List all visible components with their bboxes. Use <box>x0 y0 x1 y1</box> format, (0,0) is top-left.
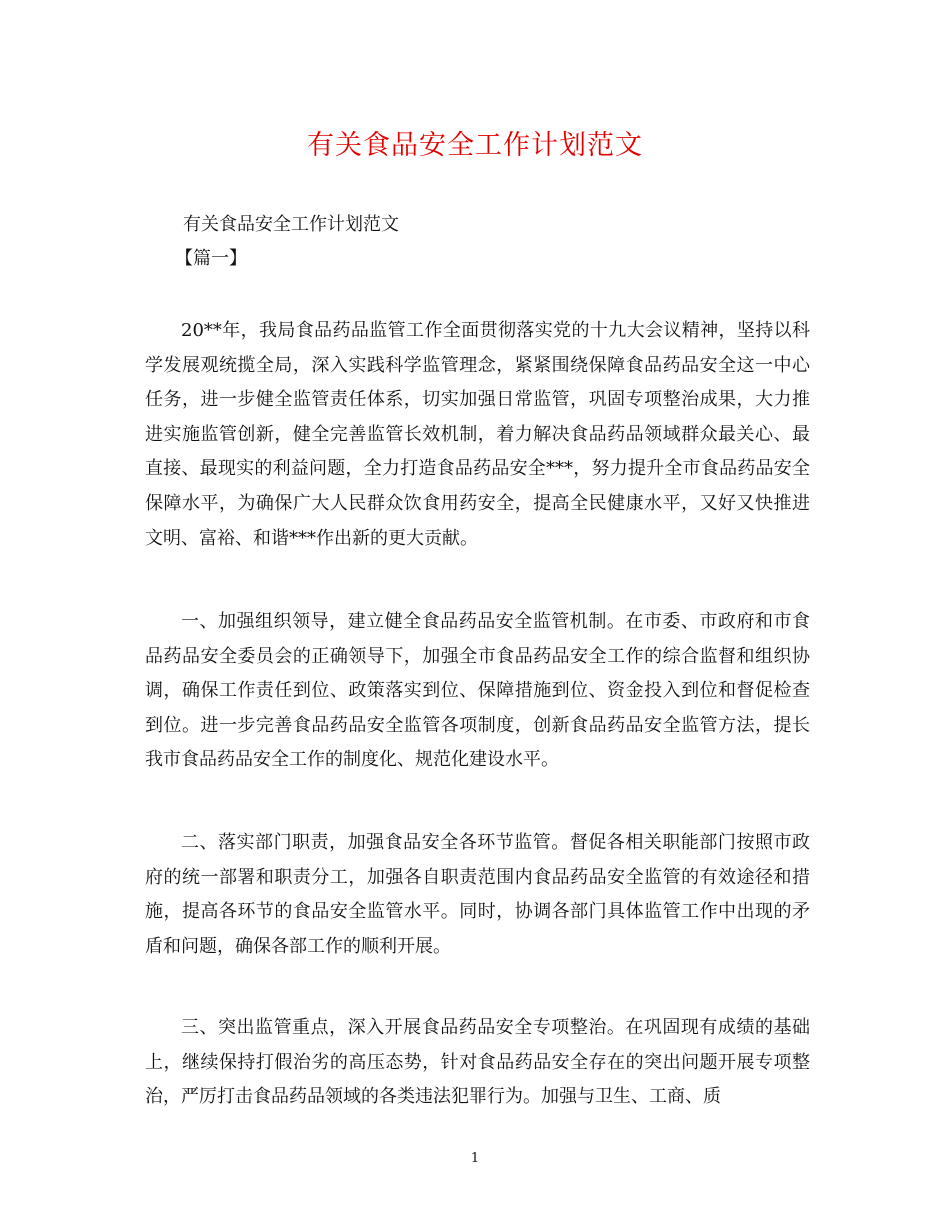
paragraph-section-one: 一、加强组织领导，建立健全食品药品安全监管机制。在市委、市政府和市食品药品安全委员会的正确领导下，加强全市食品药品安全工作的综合监督和组织协调，确保工作责任到位、政策落实到位、保障措施到位、资金投入到位和督促检查到位。进一步完善食品药品安全监管各项制度，创新食品药品安全监管方法，提长我市食品药品安全工作的制度化、规范化建设水平。 <box>145 611 810 771</box>
document-subtitle: 有关食品安全工作计划范文 <box>183 214 399 235</box>
page-number: 1 <box>470 1151 480 1166</box>
paragraph-section-two: 二、落实部门职责，加强食品安全各环节监管。督促各相关职能部门按照市政府的统一部署和职责分工，加强各自职责范围内食品药品安全监管的有效途径和措施，提高各环节的食品安全监管水平。同时，协调各部门具体监管工作中出现的矛盾和问题，确保各部工作的顺利开展。 <box>145 832 810 957</box>
document-title: 有关食品安全工作计划范文 <box>307 130 643 161</box>
paragraph-section-three: 三、突出监管重点，深入开展食品药品安全专项整治。在巩固现有成绩的基础上，继续保持打假治劣的高压态势，针对食品药品安全存在的突出问题开展专项整治，严厉打击食品药品领域的各类违法犯罪行为。加强与卫生、工商、质 <box>145 1017 810 1108</box>
paragraph-intro: 20**年，我局食品药品监管工作全面贯彻落实党的十九大会议精神，坚持以科学发展观统揽全局，深入实践科学监管理念，紧紧围绕保障食品药品安全这一中心任务，进一步健全监管责任体系，切实加强日常监管，巩固专项整治成果，大力推进实施监管创新，健全完善监管长效机制，着力解决食品药品领域群众最关心、最直接、最现实的利益问题，全力打造食品药品安全***，努力提升全市食品药品安全保障水平，为确保广大人民群众饮食用药安全，提高全民健康水平，又好又快推进文明、富裕、和谐***作出新的更大贡献。 <box>145 320 810 549</box>
section-heading: 【篇一】 <box>175 248 247 269</box>
